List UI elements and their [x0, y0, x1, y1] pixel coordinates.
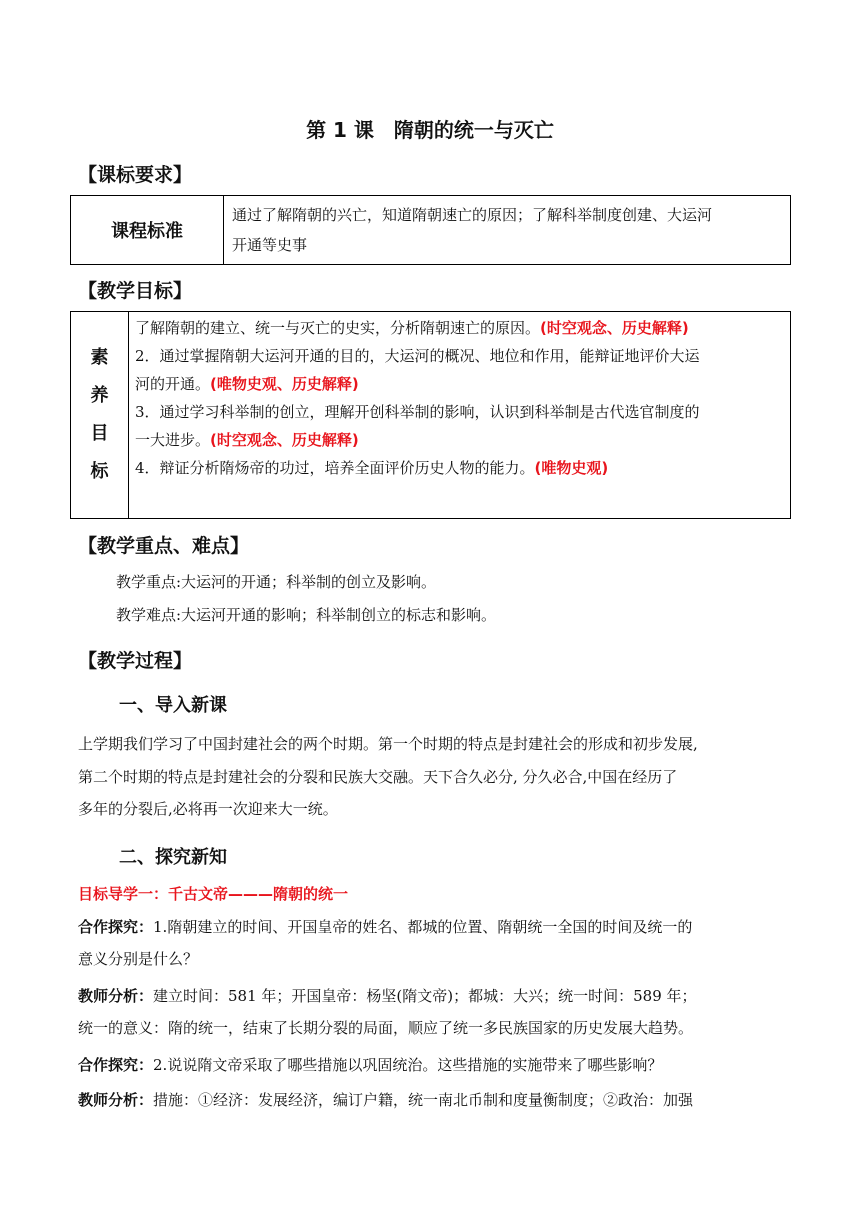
intro-line: 第二个时期的特点是封建社会的分裂和民族大交融。天下合久必分, 分久必合,中国在经历了 — [78, 768, 678, 786]
qa-line: 教师分析：措施：①经济：发展经济，编订户籍，统一南北币制和度量衡制度；②政治：加强 — [78, 1091, 694, 1109]
goal-line: 了解隋朝的建立、统一与灭亡的史实，分析隋朝速亡的原因。(时空观念、历史解释) — [135, 319, 689, 337]
goal-line: 3．通过学习科举制的创立，理解开创科举制的影响，认识到科举制是古代选官制度的 — [135, 403, 700, 421]
standard-content — [224, 196, 791, 265]
part2-heading: 二、探究新知 — [119, 847, 227, 868]
standard-line: 开通等史事 — [232, 236, 308, 254]
goals-label-char: 养 — [90, 385, 109, 406]
intro-line: 多年的分裂后,必将再一次迎来大一统。 — [78, 800, 338, 818]
goal-line: 河的开通。(唯物史观、历史解释) — [135, 375, 359, 393]
qa-label: 教师分析： — [78, 987, 154, 1005]
guide-heading: 目标导学一：千古文帝———隋朝的统一 — [78, 885, 349, 903]
qa-line: 统一的意义：隋的统一，结束了长期分裂的局面，顺应了统一多民族国家的历史发展大趋势。 — [78, 1019, 694, 1037]
qa-label: 合作探究： — [78, 1056, 154, 1074]
qa-line: 合作探究：2.说说隋文帝采取了哪些措施以巩固统治。这些措施的实施带来了哪些影响？ — [78, 1056, 663, 1074]
standard-label: 课程标准 — [71, 196, 224, 265]
qa-label: 教师分析： — [78, 1091, 154, 1109]
curriculum-standard-table — [70, 195, 791, 265]
goals-label-char: 标 — [90, 461, 109, 482]
qa-line: 合作探究：1.隋朝建立的时间、开国皇帝的姓名、都城的位置、隋朝统一全国的时间及统一的 — [78, 918, 693, 936]
goal-line: 2．通过掌握隋朝大运河开通的目的，大运河的概况、地位和作用，能辩证地评价大运 — [135, 347, 700, 365]
goals-label-char: 目 — [90, 423, 109, 444]
qa-line: 教师分析：建立时间：581 年；开国皇帝：杨坚(隋文帝)；都城：大兴；统一时间：589 年； — [78, 987, 697, 1005]
difficult-point: 教学难点:大运河开通的影响；科举制创立的标志和影响。 — [116, 606, 497, 624]
section-heading-curriculum: 【课标要求】 — [78, 164, 193, 186]
section-heading-process: 【教学过程】 — [78, 650, 193, 672]
goal-tag: (时空观念、历史解释) — [210, 431, 359, 449]
goals-label — [71, 312, 129, 519]
goals-table — [70, 311, 791, 519]
section-heading-goals: 【教学目标】 — [78, 280, 193, 302]
intro-line: 上学期我们学习了中国封建社会的两个时期。第一个时期的特点是封建社会的形成和初步发展, — [78, 735, 698, 753]
goal-tag: (唯物史观) — [534, 459, 609, 477]
goals-label-char: 素 — [90, 347, 109, 368]
goal-tag: (唯物史观、历史解释) — [210, 375, 359, 393]
key-point: 教学重点:大运河的开通；科举制的创立及影响。 — [116, 573, 437, 591]
goal-line: 4．辩证分析隋炀帝的功过，培养全面评价历史人物的能力。(唯物史观) — [135, 459, 609, 477]
qa-line: 意义分别是什么？ — [78, 950, 199, 968]
goals-content — [129, 312, 791, 519]
part1-heading: 一、导入新课 — [119, 695, 227, 716]
qa-label: 合作探究： — [78, 918, 154, 936]
section-heading-keypoints: 【教学重点、难点】 — [78, 535, 250, 557]
goal-tag: (时空观念、历史解释) — [540, 319, 689, 337]
goal-line: 一大进步。(时空观念、历史解释) — [135, 431, 359, 449]
lesson-title: 第 1 课 隋朝的统一与灭亡 — [306, 118, 554, 142]
standard-line: 通过了解隋朝的兴亡，知道隋朝速亡的原因；了解科举制度创建、大运河 — [232, 206, 713, 224]
